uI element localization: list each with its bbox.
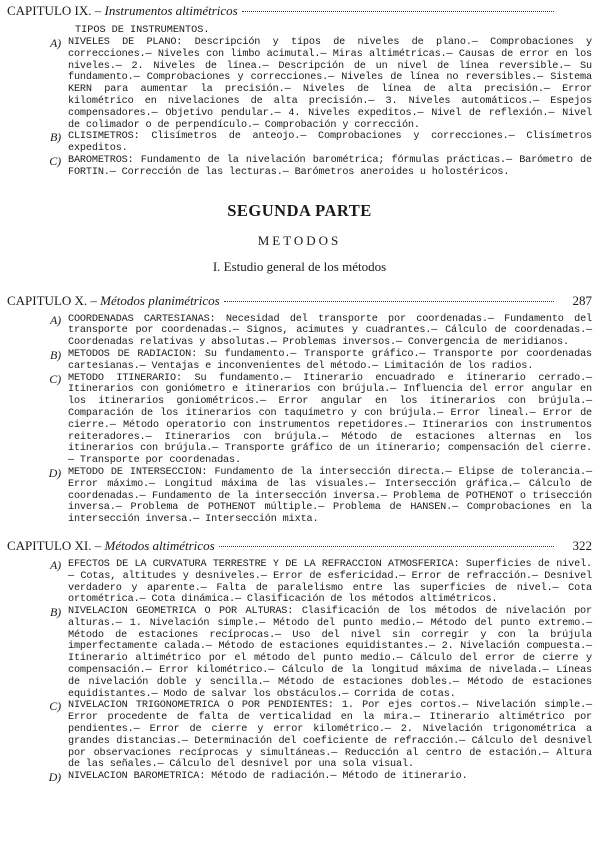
chapter-title: Instrumentos altimétricos xyxy=(104,3,238,18)
section-ix-b xyxy=(7,131,592,155)
leader-dots xyxy=(224,301,554,302)
section-xi-a xyxy=(7,559,592,606)
section-text: BAROMETROS: Fundamento de la nivelación barométrica; fórmulas prácticas.— Barómetro de FORTIN.— Corrección de las lecturas.— Barómetros aneroides u holostéricos. xyxy=(68,154,592,178)
section-text: NIVELACION TRIGONOMETRICA O POR PENDIENTES: 1. Por ejes cortos.— Nivelación simple.— Error procedente de falta de verticalidad en la mira.— Itinerario altimétrico por pendientes.— Error de cierre y error kilométrico.— 2. Nivelación trigonométrica a grandes distancias.— Determinación del coeficiente de refracción.— Cálculo del desnivel por observaciones recíprocas y simultáneas.— Reducción al centro de estación.— Altura de las señales.— Cálculo del desnivel por una sola visual. xyxy=(68,700,592,771)
section-letter: D) xyxy=(48,465,61,480)
section-letter: B) xyxy=(49,130,61,145)
section-letter: A) xyxy=(49,312,61,327)
section-x-c xyxy=(7,373,592,467)
index-page xyxy=(0,3,600,852)
section-text: METODOS DE RADIACION: Su fundamento.— Transporte gráfico.— Transporte por coordenadas cartesianas.— Ventajas e inconvenientes del método.— Limitación de los radios. xyxy=(68,348,592,372)
section-xi-c xyxy=(7,700,592,771)
leader-dots xyxy=(242,11,554,12)
section-letter: C) xyxy=(49,153,61,168)
section-letter: B) xyxy=(49,605,61,620)
section-text: NIVELES DE PLANO: Descripción y tipos de niveles de plano.— Comprobaciones y correcciones.— Niveles con limbo acimutal.— Miras altimétricas.— Causas de error en los niveles.— 2. Niveles de línea.— Descripción de un nivel de línea reversible.— Su fundamento.— Comprobaciones y correcciones.— Niveles de línea no reversibles.— Sistema KERN para aumentar la precisión.— Niveles de línea de alta precisión.— Error kilométrico en nivelaciones de alta precisión.— 3. Niveles automáticos.— Espejos compensadores.— Objetivo pendular.— 4. Niveles expeditos.— Nivel de reflexión.— Nivel de colimador o de perpendículo.— Comprobación y corrección. xyxy=(68,37,592,131)
section-x-b xyxy=(7,349,592,373)
section-letter: B) xyxy=(49,347,61,362)
section-xi-b xyxy=(7,606,592,700)
section-text: METODO DE INTERSECCION: Fundamento de la intersección directa.— Elipse de tolerancia.— Error máximo.— Longitud máxima de las visuales.— Intersección gráfica.— Cálculo de coordenadas.— Fundamento de la intersección inversa.— Problema de POTHENOT o trisección inversa.— Problema de POTHENOT múltiple.— Problema de HANSEN.— Comprobaciones en la intersección inversa.— Intersección mixta. xyxy=(68,466,592,526)
section-x-d xyxy=(7,467,592,526)
section-ix-a xyxy=(7,37,592,131)
section-letter: A) xyxy=(49,557,61,572)
section-letter: A) xyxy=(49,36,61,50)
chapter-label: CAPITULO XI. xyxy=(7,537,92,553)
chapter-label: CAPITULO X. xyxy=(7,292,88,308)
page-number: 322 xyxy=(572,537,592,553)
section-text: CLISIMETROS: Clisímetros de anteojo.— Comprobaciones y correcciones.— Clisímetros expeditos. xyxy=(68,131,592,155)
section-letter: C) xyxy=(49,371,61,386)
section-letter: D) xyxy=(48,770,61,785)
section-text: NIVELACION BAROMETRICA: Método de radiación.— Método de itinerario. xyxy=(68,771,468,783)
leader-dots xyxy=(219,546,554,547)
section-text: NIVELACION GEOMETRICA O POR ALTURAS: Clasificación de los métodos de nivelación por alturas.— 1. Nivelación simple.— Método del punto medio.— Método del punto extremo.— Método de estaciones recíprocas.— Uso del nivel sin corregir y con la brújula imperfectamente calada.— Método de estaciones equidistantes.— 2. Nivelación compuesta.— Itinerario altimétrico por el método del punto medio.— Cálculo del error de cierre y compensación.— Error kilométrico.— Cálculo de la longitud máxima de nivelada.— Líneas de nivelación doble y sencilla.— Método de estaciones dobles.— Método de estaciones equidistantes.— Modo de salvar los obstáculos.— Corrida de cotas. xyxy=(68,606,592,700)
part-subtitle: METODOS xyxy=(257,232,342,248)
section-xi-d xyxy=(7,771,592,783)
section-text: COORDENADAS CARTESIANAS: Necesidad del transporte por coordenadas.— Fundamento del transporte por coordenadas.— Signos, acimutes y cuadrantes.— Cálculo de coordenadas.— Coordenadas relativas y absolutas.— Problemas inversos.— Convergencia de meridianos. xyxy=(68,313,592,349)
chapter-title: Métodos altimétricos xyxy=(104,537,215,553)
page-number: 287 xyxy=(572,292,592,308)
chapter-intro: TIPOS DE INSTRUMENTOS. xyxy=(75,25,210,36)
section-x-a xyxy=(7,314,592,349)
section-text: METODO ITINERARIO: Su fundamento.— Itinerario encuadrado e itinerario cerrado.— Itinerarios con goniómetro e itinerarios con brújula.— Influencia del error angular en los itinerarios goniométricos.— Error angular en los itinerarios con brújula.— Comparación de los itinerarios con taquímetro y con brújula.— Error lineal.— Error de cierre.— Método operatorio con instrumentos repetidores.— Itinerarios con instrumentos reiteradores.— Itinerarios con brújula.— Método de estaciones alternas en los itinerarios con brújula.— Transporte gráfico de un itinerario; compensación del cierre.— Transporte por coordenadas. xyxy=(68,372,592,467)
chapter-heading-xi: CAPITULO XI. – Métodos altimétricos 322 xyxy=(7,537,592,553)
chapter-heading-x: CAPITULO X. – Métodos planimétricos 287 xyxy=(7,292,592,308)
section-letter: C) xyxy=(49,699,61,714)
section-text: EFECTOS DE LA CURVATURA TERRESTRE Y DE LA REFRACCION ATMOSFERICA: Superficies de nivel.— Cotas, altitudes y desniveles.— Error de esfericidad.— Error de refracción.— Desnivel verdadero y aparente.— Falta de paralelismo entre las superficies de nivel.— Cota ortométrica.— Cota dinámica.— Clasificación de los métodos altimétricos. xyxy=(68,558,592,606)
chapter-title: Métodos planimétricos xyxy=(100,292,220,308)
chapter-heading-ix: CAPITULO IX. – Instrumentos altimétricos xyxy=(7,3,592,18)
group-title: I. Estudio general de los métodos xyxy=(212,258,387,274)
chapter-label: CAPITULO IX. xyxy=(7,3,92,18)
part-title: SEGUNDA PARTE xyxy=(227,200,372,220)
section-ix-c xyxy=(7,155,592,179)
